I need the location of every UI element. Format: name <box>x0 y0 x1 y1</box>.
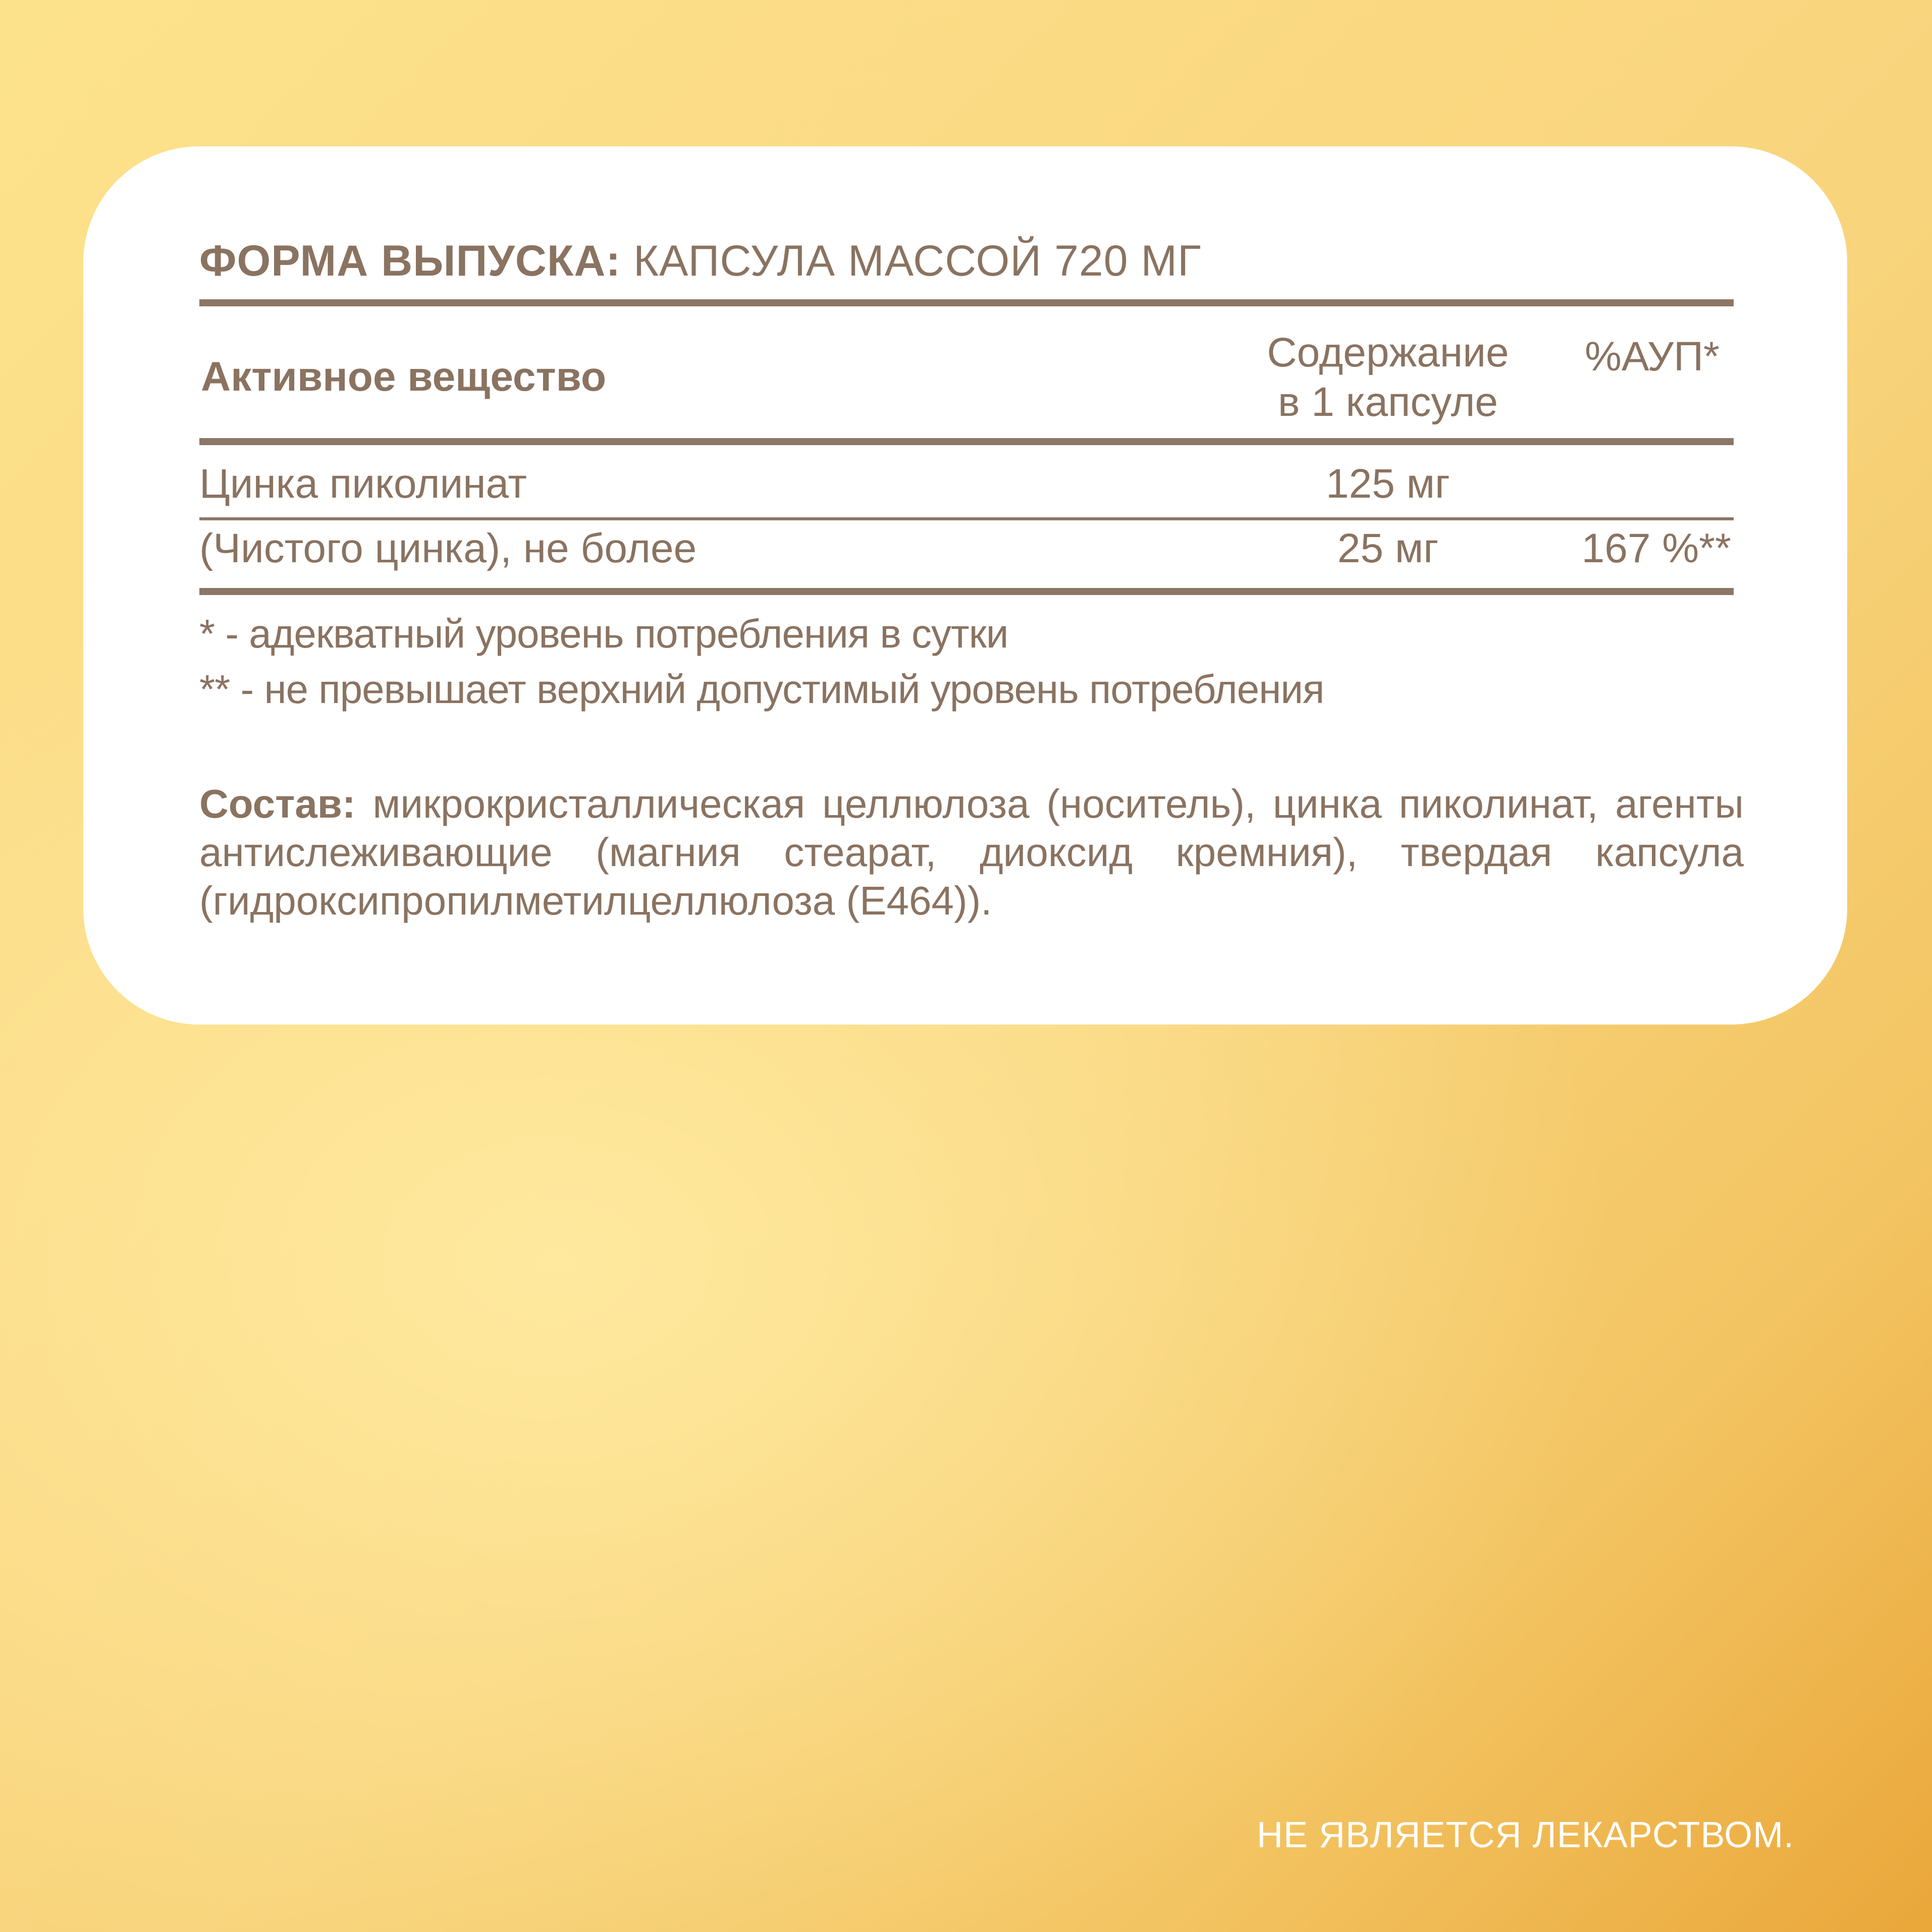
table-bottom-rule <box>199 588 1734 595</box>
footnote-2: ** - не превышает верхний допустимый уровень потребления <box>199 667 1324 712</box>
header-content-line1: Содержание <box>1267 330 1509 375</box>
row-1-amount: 125 мг <box>1326 461 1450 507</box>
row-1-name: Цинка пиколинат <box>199 461 527 507</box>
header-substance: Активное вещество <box>201 354 607 400</box>
composition-label: Состав: <box>199 781 356 826</box>
table-top-rule <box>199 299 1734 306</box>
row-2-amount: 25 мг <box>1337 525 1439 571</box>
header-content <box>1252 328 1524 427</box>
row-2-name: (Чистого цинка), не более <box>199 525 697 571</box>
release-form-title <box>199 236 1202 286</box>
composition-paragraph <box>199 780 1744 925</box>
table-header-rule <box>199 438 1734 445</box>
composition-text: микрокристаллическая целлюлоза (носитель), цинка пиколинат, агенты антислеживающие (магния стеарат, диоксид кремния), твердая капсула (гидроксипропилметилцеллюлоза (Е464)). <box>199 781 1744 923</box>
not-medicine-disclaimer: НЕ ЯВЛЯЕТСЯ ЛЕКАРСТВОМ. <box>1257 1815 1795 1855</box>
release-form-value: КАПСУЛА МАССОЙ 720 МГ <box>633 237 1202 285</box>
release-form-label: ФОРМА ВЫПУСКА: <box>199 237 621 285</box>
table-row-divider <box>199 517 1734 520</box>
header-content-line2: в 1 капсуле <box>1277 379 1498 425</box>
header-percent: %АУП* <box>1585 334 1720 380</box>
footnote-1: * - адекватный уровень потребления в сутки <box>199 611 1008 656</box>
row-2-percent: 167 %** <box>1581 525 1731 571</box>
